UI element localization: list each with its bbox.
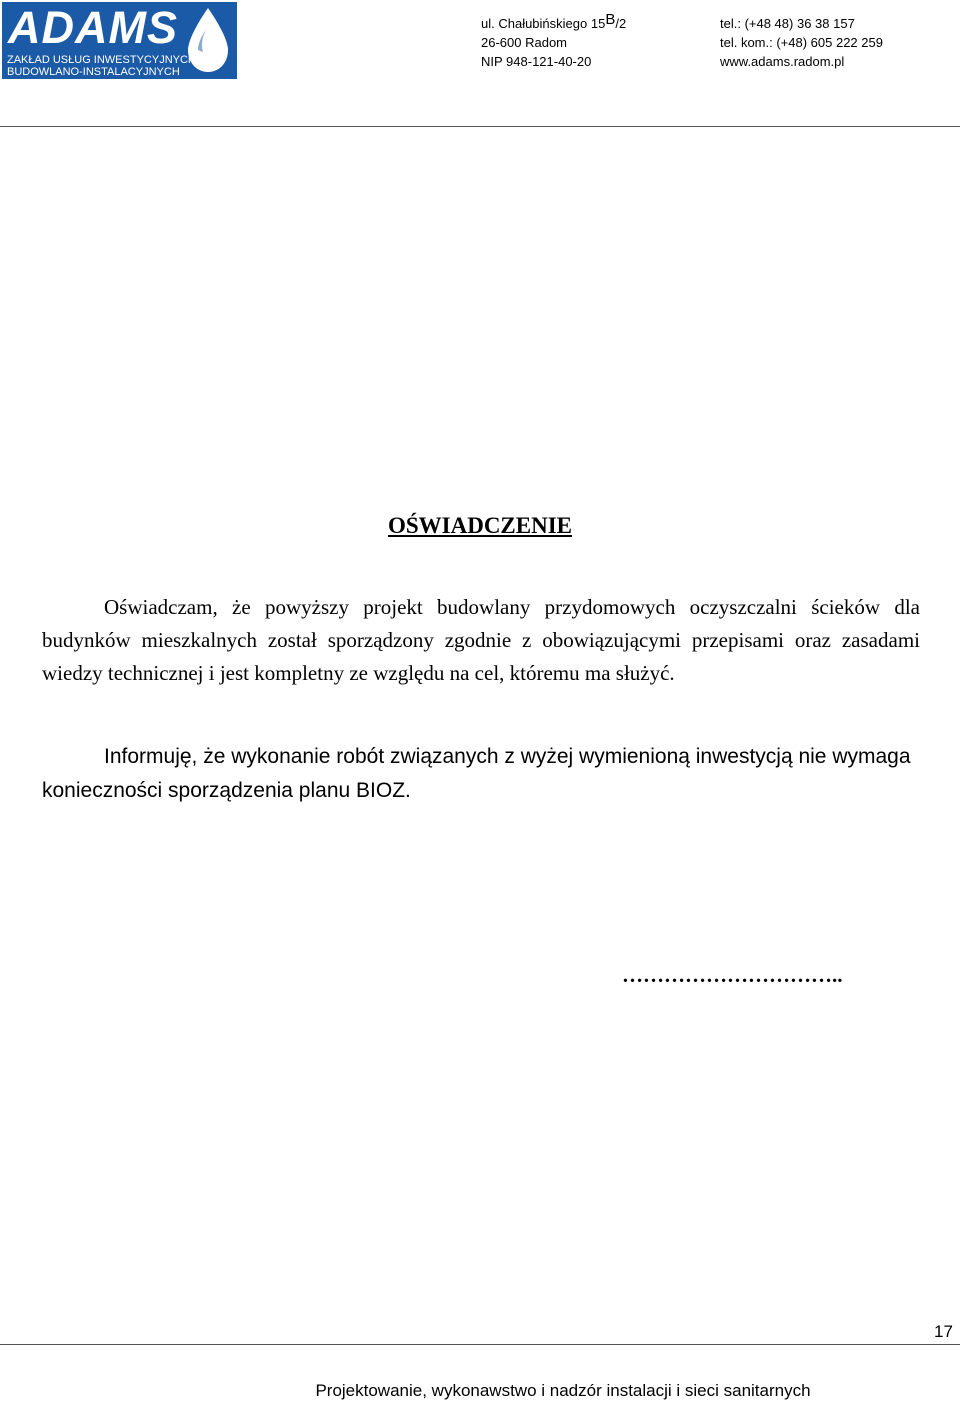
footer-tagline: Projektowanie, wykonawstwo i nadzór instalacji i sieci sanitarnych <box>315 1381 811 1400</box>
contact-mobile: tel. kom.: (+48) 605 222 259 <box>720 35 883 50</box>
contact-website: www.adams.radom.pl <box>720 54 845 69</box>
address-street-suffix: /2 <box>615 16 627 31</box>
signature-line: ………………………….. <box>622 963 843 987</box>
company-address <box>481 11 627 71</box>
page-number: 17 <box>934 1322 953 1341</box>
address-city: 26-600 Radom <box>481 35 567 50</box>
address-nip: NIP 948-121-40-20 <box>481 54 592 69</box>
address-street-superscript: B <box>605 11 616 28</box>
logo-subtitle-line2: BUDOWLANO-INSTALACYJNYCH <box>7 66 180 78</box>
statement-paragraph-1: Oświadczam, że powyższy projekt budowlany przydomowych oczyszczalni ścieków dla budynków mieszkalnych został sporządzony zgodnie z obowiązującymi przepisami oraz zasadami wiedzy technicznej i jest kompletny ze względu na cel, któremu ma służyć. <box>42 595 920 685</box>
statement-paragraph-2: Informuję, że wykonanie robót związanych z wyżej wymienioną inwestycją nie wymaga konieczności sporządzenia planu BIOZ. <box>42 745 911 802</box>
company-contact <box>720 14 883 71</box>
document-title: OŚWIADCZENIE <box>387 513 573 538</box>
logo-wordmark: ADAMS <box>8 2 178 53</box>
logo-subtitle-line1: ZAKŁAD USŁUG INWESTYCYJNYCH <box>7 54 196 66</box>
footer-divider <box>0 1344 960 1345</box>
header-divider <box>0 126 960 127</box>
address-street: ul. Chałubińskiego 15 <box>481 16 606 31</box>
company-logo <box>2 2 237 79</box>
address-street-line <box>481 11 627 33</box>
contact-phone: tel.: (+48 48) 36 38 157 <box>720 16 855 31</box>
